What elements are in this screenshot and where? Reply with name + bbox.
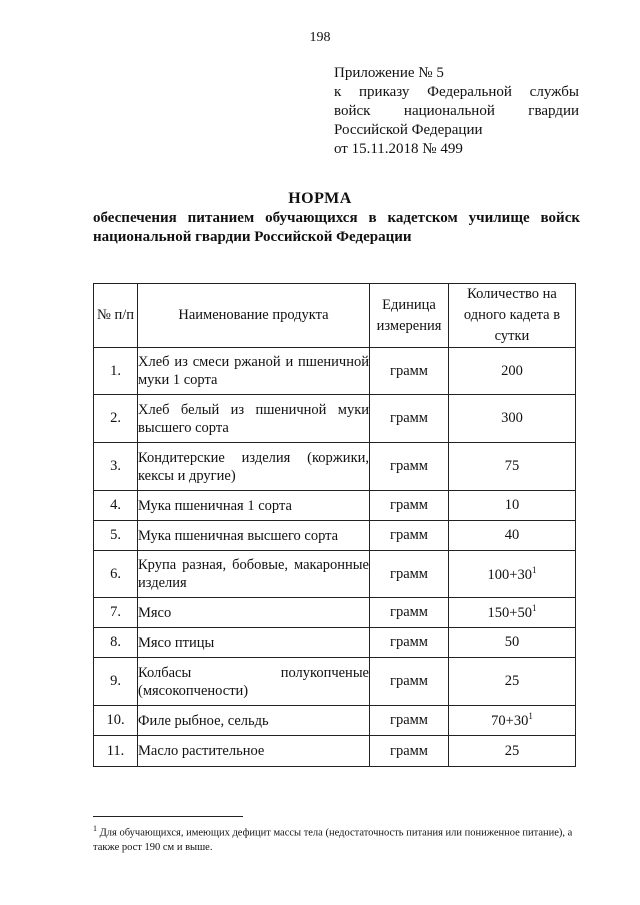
table-row — [94, 395, 576, 443]
norms-table — [93, 283, 576, 767]
table-row — [94, 491, 576, 521]
cell-num: 7. — [94, 598, 138, 628]
cell-qty — [449, 443, 576, 491]
table-row — [94, 348, 576, 395]
cell-name: Крупа разная, бобовые, макаронные изделия — [138, 551, 370, 598]
appendix-date: от 15.11.2018 № 499 — [334, 141, 463, 157]
cell-qty — [449, 551, 576, 598]
qty-value: 300 — [501, 410, 523, 426]
cell-qty — [449, 598, 576, 628]
cell-unit: грамм — [370, 658, 449, 706]
table-row — [94, 628, 576, 658]
cell-name: Мясо — [138, 598, 370, 628]
cell-unit: грамм — [370, 551, 449, 598]
document-title: НОРМА — [288, 190, 352, 207]
cell-num: 10. — [94, 706, 138, 736]
cell-num: 1. — [94, 348, 138, 395]
cell-qty — [449, 395, 576, 443]
appendix-header — [334, 64, 579, 159]
table-row — [94, 706, 576, 736]
cell-num: 9. — [94, 658, 138, 706]
subtitle-line: национальной гвардии Российской Федерации — [93, 229, 412, 245]
cell-name: Кондитерские изделия (коржики, кексы и другие) — [138, 443, 370, 491]
cell-num: 4. — [94, 491, 138, 521]
table-row — [94, 521, 576, 551]
cell-num: 8. — [94, 628, 138, 658]
header-num: № п/п — [94, 284, 138, 348]
cell-qty — [449, 736, 576, 767]
footnote-divider — [93, 816, 243, 817]
appendix-line: к приказу Федеральной службы — [334, 84, 579, 100]
subtitle-line: обеспечения питанием обучающихся в кадетском училище войск — [93, 210, 580, 226]
qty-value: 150+50 — [487, 604, 532, 621]
cell-qty — [449, 628, 576, 658]
cell-qty — [449, 706, 576, 736]
cell-num: 2. — [94, 395, 138, 443]
cell-unit: грамм — [370, 443, 449, 491]
cell-unit: грамм — [370, 395, 449, 443]
table-header-row — [94, 284, 576, 348]
cell-name: Мясо птицы — [138, 628, 370, 658]
footnote-text: Для обучающихся, имеющих дефицит массы тела (недостаточность питания или пониженное питание), а также рост 190 см и выше. — [93, 827, 573, 853]
cell-unit: грамм — [370, 628, 449, 658]
qty-value: 70+30 — [491, 712, 529, 729]
footnote-mark: 1 — [531, 564, 537, 575]
footnote-mark: 1 — [531, 603, 537, 614]
cell-name: Масло растительное — [138, 736, 370, 767]
cell-name: Хлеб из смеси ржаной и пшеничной муки 1 сорта — [138, 348, 370, 395]
table-row — [94, 551, 576, 598]
cell-name: Мука пшеничная высшего сорта — [138, 521, 370, 551]
footnote-number: 1 — [93, 824, 97, 833]
cell-num: 5. — [94, 521, 138, 551]
qty-value: 50 — [504, 634, 520, 650]
table-row — [94, 443, 576, 491]
cell-qty — [449, 521, 576, 551]
header-name: Наименование продукта — [138, 284, 370, 348]
qty-value: 25 — [504, 742, 520, 759]
cell-unit: грамм — [370, 736, 449, 767]
footnote-mark: 1 — [528, 711, 533, 722]
appendix-line: войск национальной гвардии — [334, 103, 579, 119]
table-row — [94, 598, 576, 628]
appendix-line: Российской Федерации — [334, 122, 483, 138]
qty-value: 25 — [504, 673, 520, 689]
cell-unit: грамм — [370, 491, 449, 521]
cell-unit: грамм — [370, 348, 449, 395]
table-row — [94, 658, 576, 706]
header-qty: Количество на одного кадета в сутки — [449, 284, 576, 348]
cell-unit: грамм — [370, 521, 449, 551]
cell-qty — [449, 348, 576, 395]
appendix-title: Приложение № 5 — [334, 65, 444, 81]
cell-unit: грамм — [370, 598, 449, 628]
cell-name: Мука пшеничная 1 сорта — [138, 491, 370, 521]
qty-value: 200 — [501, 362, 523, 379]
cell-unit: грамм — [370, 706, 449, 736]
cell-num: 11. — [94, 736, 138, 767]
cell-num: 6. — [94, 551, 138, 598]
cell-name: Хлеб белый из пшеничной муки высшего сорта — [138, 395, 370, 443]
qty-value: 75 — [504, 458, 520, 474]
cell-qty — [449, 658, 576, 706]
cell-name: Филе рыбное, сельдь — [138, 706, 370, 736]
qty-value: 10 — [504, 497, 520, 513]
table-row — [94, 736, 576, 767]
page-number: 198 — [309, 30, 331, 45]
document-subtitle — [93, 209, 580, 247]
footnote — [93, 822, 583, 855]
qty-value: 100+30 — [487, 566, 532, 583]
cell-qty — [449, 491, 576, 521]
cell-num: 3. — [94, 443, 138, 491]
qty-value: 40 — [504, 527, 520, 543]
cell-name: Колбасы полукопченые (мясокопчености) — [138, 658, 370, 706]
header-unit: Единица измерения — [370, 284, 449, 348]
